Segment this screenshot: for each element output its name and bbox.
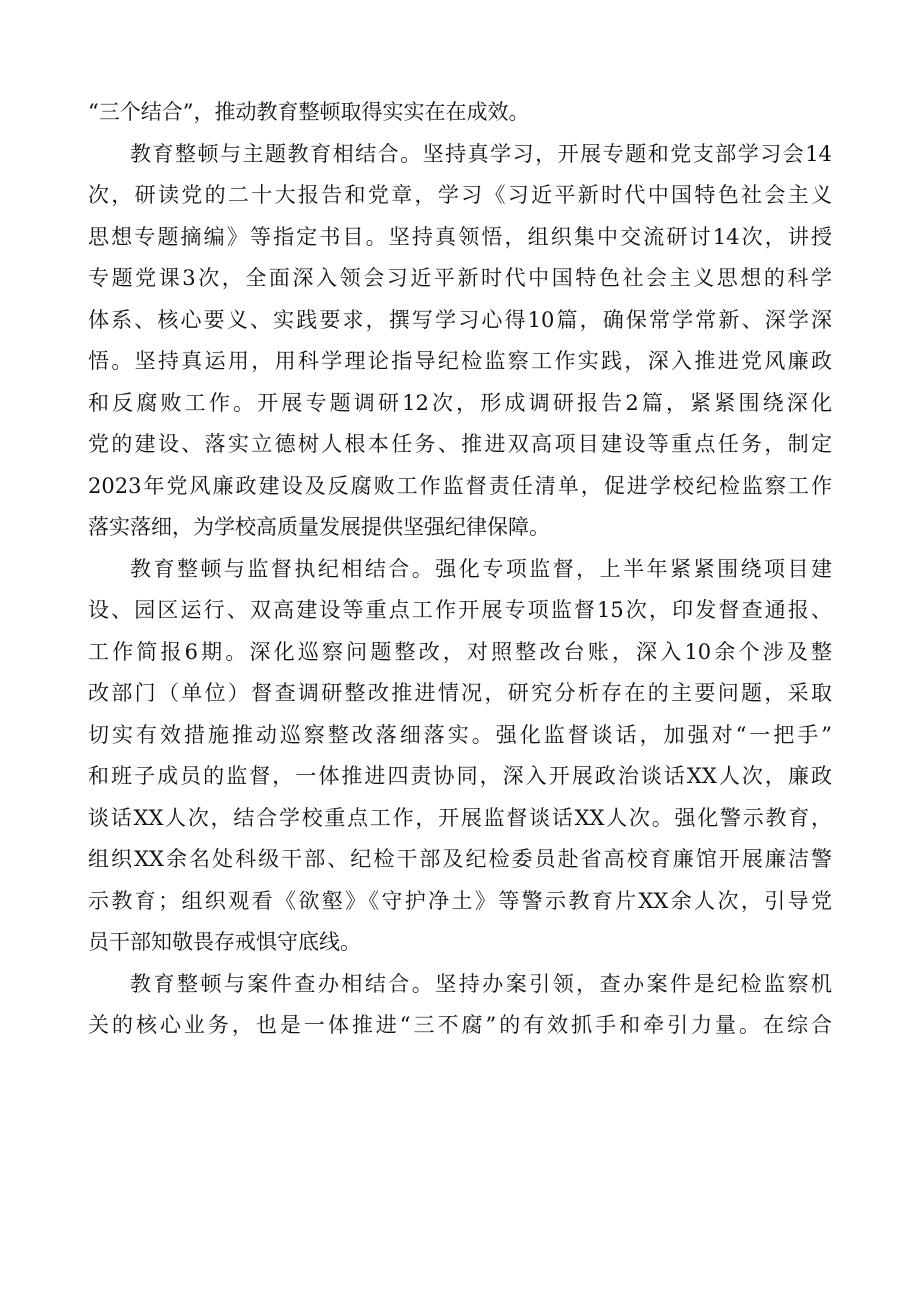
text-line: “三个结合”，推动教育整顿取得实实在在成效。 [88,100,530,124]
document-body [88,92,832,1047]
text-line: 工作简报6期。深化巡察问题整改，对照整改台账，深入10余个涉及整 [88,639,832,664]
text-line: 切实有效措施推动巡察整改落细落实。强化监督谈话，加强对“一把手” [88,722,832,747]
text-line: 改部门（单位）督查调研整改推进情况，研究分析存在的主要问题，采取 [88,681,832,705]
paragraph-1 [88,92,832,134]
text-line: 员干部知敬畏存戒惧守底线。 [88,930,361,954]
text-line: 体系、核心要义、实践要求，撰写学习心得10篇，确保常学常新、深学深 [88,307,832,332]
paragraph-3 [88,549,832,964]
text-line: 落实落细，为学校高质量发展提供坚强纪律保障。 [88,515,550,539]
text-line: 和反腐败工作。开展专题调研12次，形成调研报告2篇，紧紧围绕深化 [88,390,832,415]
text-line: 组织XX余名处科级干部、纪检干部及纪检委员赴省高校育廉馆开展廉洁警 [88,847,832,871]
text-line: 次，研读党的二十大报告和党章，学习《习近平新时代中国特色社会主义 [88,183,832,207]
text-line: 设、园区运行、双高建设等重点工作开展专项监督15次，印发督查通报、 [88,598,832,622]
text-line: 示教育；组织观看《欲壑》《守护净土》等警示教育片XX余人次，引导党 [88,888,832,913]
text-line: 党的建设、落实立德树人根本任务、推进双高项目建设等重点任务，制定 [88,432,832,456]
text-line: 2023年党风廉政建设及反腐败工作监督责任清单，促进学校纪检监察工作 [88,473,832,498]
text-line: 教育整顿与案件查办相结合。坚持办案引领，查办案件是纪检监察机 [130,971,832,996]
text-line: 关的核心业务，也是一体推进“三不腐”的有效抓手和牵引力量。在综合 [88,1013,832,1037]
paragraph-2 [88,134,832,549]
paragraph-4 [88,964,832,1047]
text-line: 思想专题摘编》等指定书目。坚持真领悟，组织集中交流研讨14次，讲授 [88,224,832,249]
text-line: 教育整顿与主题教育相结合。坚持真学习，开展专题和党支部学习会14 [130,141,832,166]
text-line: 和班子成员的监督，一体推进四责协同，深入开展政治谈话XX人次，廉政 [88,764,832,788]
text-line: 悟。坚持真运用，用科学理论指导纪检监察工作实践，深入推进党风廉政 [88,349,832,373]
text-line: 教育整顿与监督执纪相结合。强化专项监督，上半年紧紧围绕项目建 [130,556,832,581]
text-line: 谈话XX人次，结合学校重点工作，开展监督谈话XX人次。强化警示教育， [88,805,832,830]
text-line: 专题党课3次，全面深入领会习近平新时代中国特色社会主义思想的科学 [88,266,832,290]
